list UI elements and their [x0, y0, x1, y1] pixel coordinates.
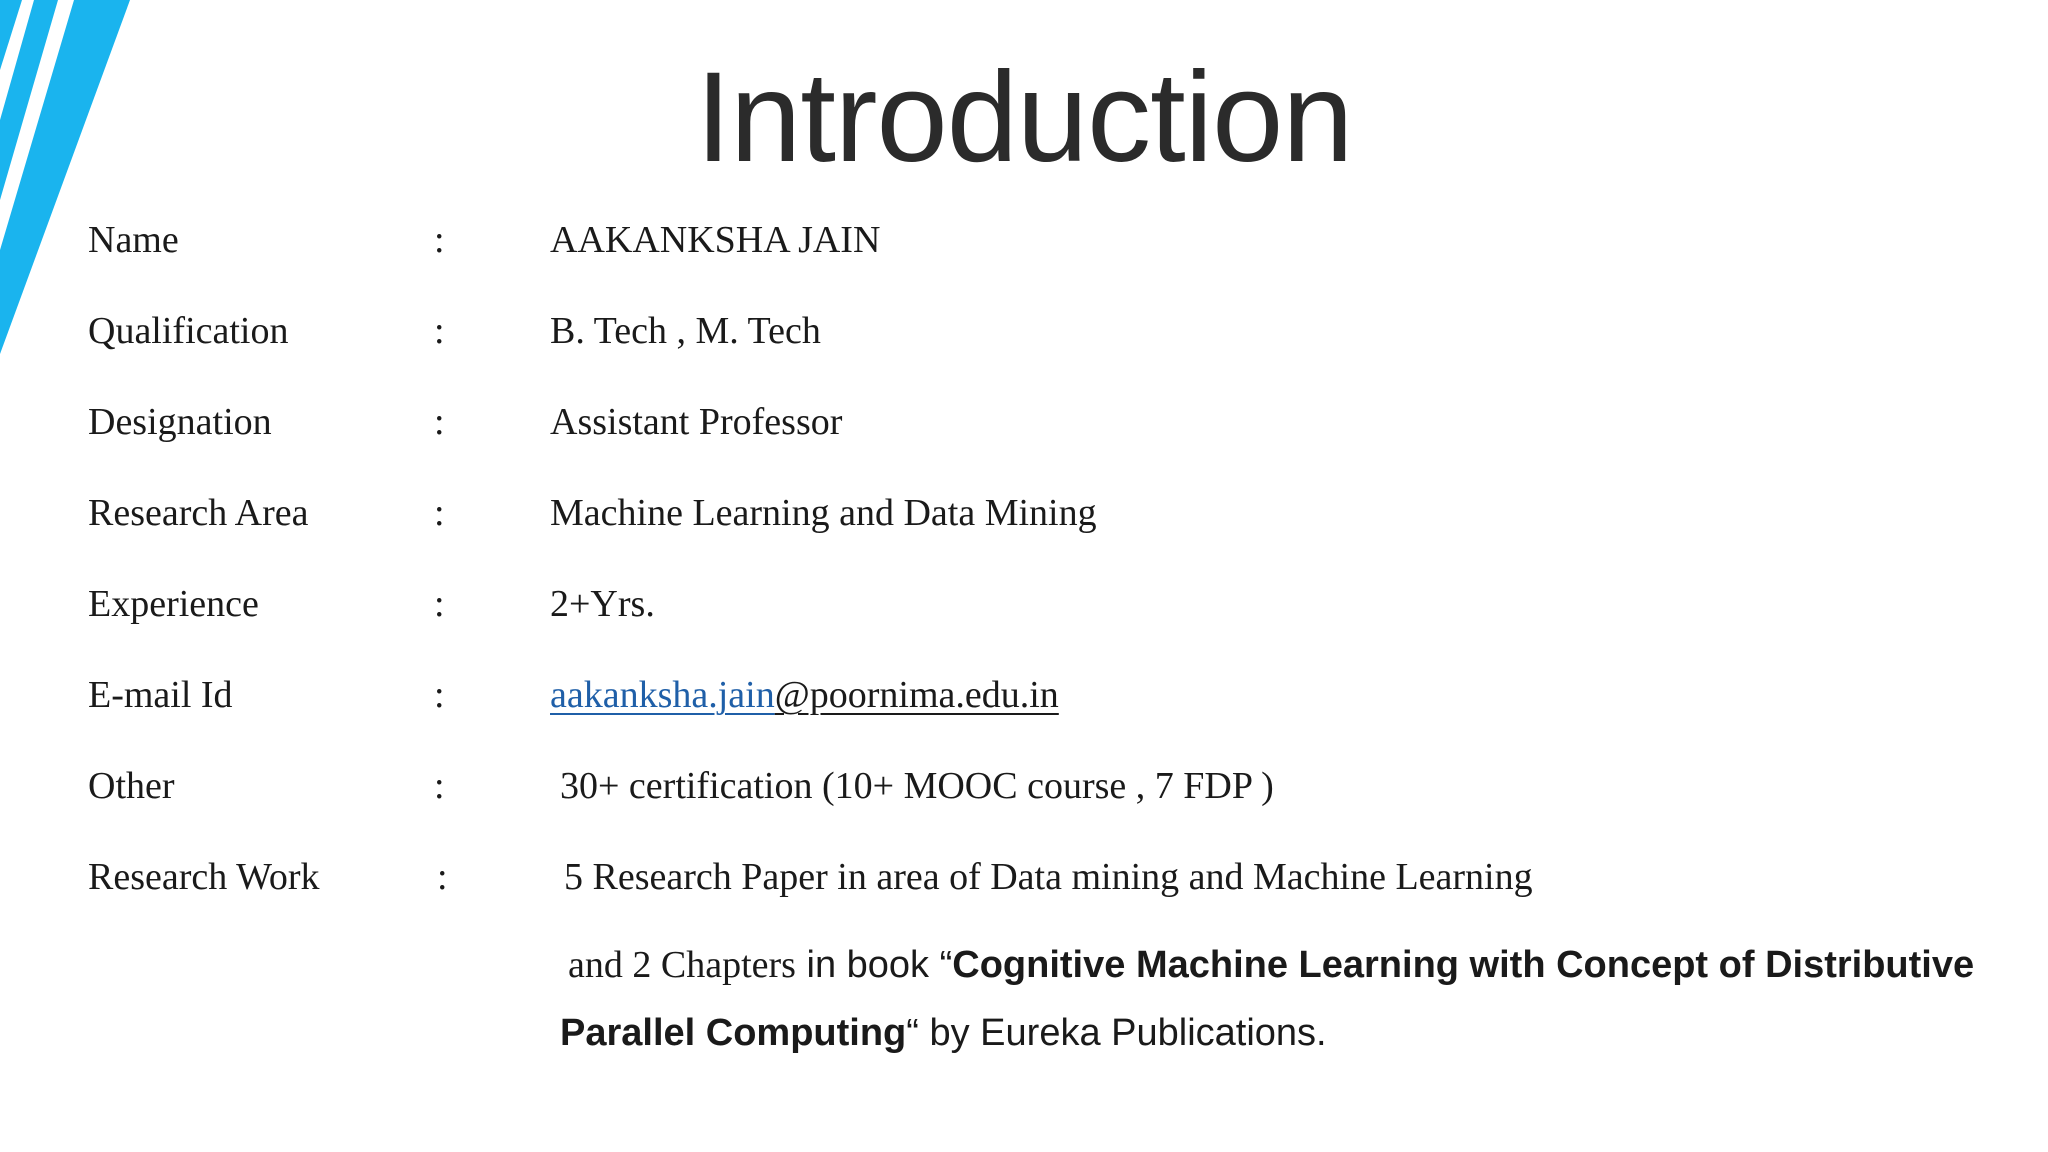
row-colon: : — [437, 856, 448, 898]
row-label: Qualification — [88, 310, 289, 352]
row-colon: : — [434, 674, 445, 716]
info-row-research-area — [0, 483, 2048, 543]
publisher-text: “ by Eureka Publications. — [906, 1012, 1327, 1054]
row-colon: : — [434, 401, 445, 443]
book-title-line2: Parallel Computing — [560, 1012, 907, 1054]
row-colon: : — [434, 765, 445, 807]
row-value: 30+ certification (10+ MOOC course , 7 FDP ) — [560, 765, 1274, 807]
row-value: Machine Learning and Data Mining — [550, 492, 1097, 534]
row-value: Assistant Professor — [550, 401, 843, 443]
row-label: Designation — [88, 401, 272, 443]
in-book-text: in book “ — [795, 944, 953, 986]
info-row-designation — [0, 392, 2048, 452]
info-row-name — [0, 210, 2048, 270]
email-user[interactable]: aakanksha.jain — [550, 674, 775, 716]
row-label: Other — [88, 765, 175, 807]
row-label: Research Area — [88, 492, 309, 534]
research-work-continued-line1 — [568, 940, 1974, 998]
page-title: Introduction — [695, 46, 1353, 189]
info-row-experience — [0, 574, 2048, 634]
info-row-other — [0, 756, 2048, 816]
row-colon: : — [434, 583, 445, 625]
book-title-line1: Cognitive Machine Learning with Concept of Distributive — [952, 944, 1975, 986]
row-colon: : — [434, 310, 445, 352]
info-row-qualification — [0, 301, 2048, 361]
row-value: B. Tech , M. Tech — [550, 310, 821, 352]
row-label: Experience — [88, 583, 259, 625]
info-row-research-work — [0, 847, 2048, 907]
row-colon: : — [434, 492, 445, 534]
research-work-continued-line2 — [560, 1008, 1327, 1066]
row-colon: : — [434, 219, 445, 261]
row-value: 2+Yrs. — [550, 583, 655, 625]
row-label: Name — [88, 219, 179, 261]
row-value: AAKANKSHA JAIN — [550, 219, 881, 261]
chapters-text: and 2 Chapters — [568, 944, 796, 986]
email-domain[interactable]: @poornima.edu.in — [774, 674, 1059, 716]
row-label: E-mail Id — [88, 674, 233, 716]
info-row-email — [0, 665, 2048, 725]
row-value: 5 Research Paper in area of Data mining and Machine Learning — [564, 856, 1533, 898]
email-link[interactable] — [550, 665, 1059, 725]
row-label: Research Work — [88, 856, 320, 898]
